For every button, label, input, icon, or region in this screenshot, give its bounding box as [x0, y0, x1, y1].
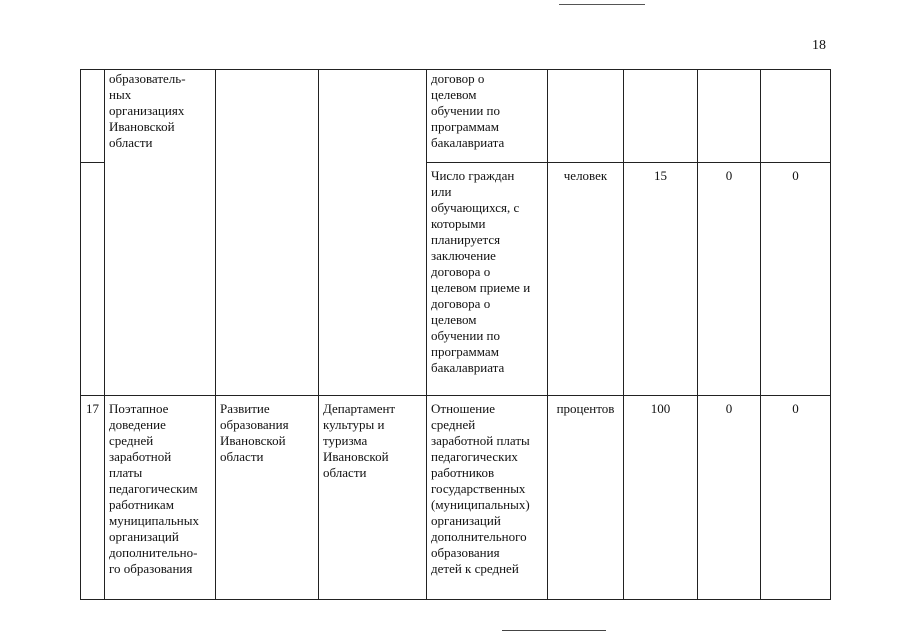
value-cell [698, 70, 761, 163]
executor-cell [319, 70, 427, 396]
scan-artifact-line [559, 4, 645, 5]
row-number-cell [81, 163, 105, 396]
program-cell [216, 70, 319, 396]
value-cell: 15 [624, 163, 698, 396]
program-cell: Развитие образования Ивановской области [216, 396, 319, 600]
value-cell: 0 [698, 163, 761, 396]
value-cell: 0 [761, 163, 831, 396]
measure-name-cell: образователь- ных организациях Ивановской области [105, 70, 216, 396]
executor-cell: Департамент культуры и туризма Ивановской области [319, 396, 427, 600]
unit-cell: человек [548, 163, 624, 396]
value-cell [624, 70, 698, 163]
value-cell: 0 [698, 396, 761, 600]
table-row [81, 70, 831, 163]
scan-artifact-line [502, 630, 606, 631]
row-number-cell [81, 70, 105, 163]
indicator-cell: Число граждан или обучающихся, с которыми планируется заключение договора о целевом приеме и договора о целевом обучении по программам бакалавриата [427, 163, 548, 396]
value-cell: 100 [624, 396, 698, 600]
value-cell: 0 [761, 396, 831, 600]
unit-cell: процентов [548, 396, 624, 600]
indicators-table [80, 69, 831, 600]
page-number: 18 [812, 38, 826, 53]
unit-cell [548, 70, 624, 163]
indicator-cell: Отношение средней заработной платы педагогических работников государственных (муниципальных) организаций дополнительного образования детей к средней [427, 396, 548, 600]
row-number-cell: 17 [81, 396, 105, 600]
value-cell [761, 70, 831, 163]
indicator-cell: договор о целевом обучении по программам бакалавриата [427, 70, 548, 163]
measure-name-cell: Поэтапное доведение средней заработной платы педагогическим работникам муниципальных организаций дополнительно- го образования [105, 396, 216, 600]
table-row [81, 396, 831, 600]
